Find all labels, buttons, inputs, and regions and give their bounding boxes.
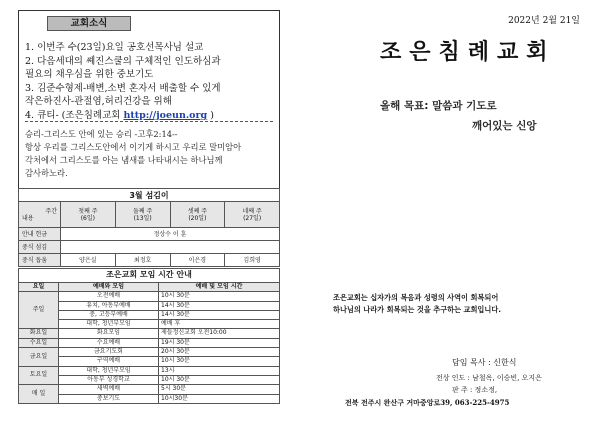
day-wednesday: 수요일 (19, 338, 59, 347)
meeting-time: 10시 30분 (159, 292, 280, 301)
meeting-time: 5시 30분 (159, 385, 280, 394)
news-item-4-label: 4. 큐티- (조은침례교회 (25, 110, 124, 121)
servers-table (18, 188, 280, 267)
table-cell: 최정호 (115, 254, 170, 267)
meeting-time: 13시 (159, 366, 280, 375)
news-item-4 (25, 107, 214, 121)
meeting-time: 20시 30분 (159, 348, 280, 357)
church-address: 전북 전주시 완산구 거마중앙로39, 063-225-4975 (345, 398, 510, 407)
news-item-3: 3. 김준수형제-배변,소변 혼자서 배출할 수 있게 (25, 83, 221, 94)
news-item-2: 2. 다음세대의 쎼진스쿨의 구체적인 인도하심과 (25, 56, 221, 67)
day-sunday: 주일 (19, 292, 59, 329)
table-cell: 이은경 (170, 254, 225, 267)
day-tuesday: 화요일 (19, 329, 59, 338)
day-friday: 금요일 (19, 348, 59, 367)
meeting-name: 대학, 청년부모임 (59, 320, 159, 329)
meeting-time: 10시30분 (159, 394, 280, 403)
corner-week-label: 주간 (45, 207, 57, 215)
verse-line-1: 승리-그리스도 안에 있는 승리 -고후2:14-- (25, 129, 178, 139)
table-corner (19, 202, 61, 228)
week-4-header: 네째 주 (27일) (225, 202, 280, 228)
meeting-name: 중보기도 (59, 394, 159, 403)
divider (25, 121, 273, 122)
meeting-name: 아동부 성경학교 (59, 375, 159, 384)
church-news-title: 교회소식 (47, 16, 131, 31)
servers-table-caption: 3월 섬김이 (19, 189, 280, 202)
mission-line-1: 조은교회는 십자가의 복음과 성령의 사역이 회복되어 (333, 293, 499, 302)
meeting-time: 10시 30분 (159, 357, 280, 366)
header-meeting: 예배와 모임 (59, 283, 159, 292)
table-cell: 양은실 (61, 254, 116, 267)
news-item-3-cont: 작은하진사-관절염,허리건강을 위해 (25, 96, 172, 107)
news-item-1: 1. 이번주 수(23일)요일 공호선목사님 설교 (25, 42, 204, 53)
row-label-lunch: 중식 섬김 (19, 241, 61, 254)
header-day: 요일 (19, 283, 59, 292)
meeting-name: 유치, 아동부예배 (59, 301, 159, 310)
meeting-time: 제들정신교회 오전10:00 (159, 329, 280, 338)
church-name: 조은침례교회 (380, 40, 556, 65)
meeting-time: 예배 후 (159, 320, 280, 329)
news-item-4-suffix: ) (207, 110, 214, 121)
offering-servers: 정상수 이 훈 (61, 228, 280, 241)
worship-leaders: 전상 인도 : 남철옥, 이승빈, 오지은 (436, 374, 542, 382)
meeting-name: 구역예배 (59, 357, 159, 366)
bulletin-date: 2022년 2월 21일 (508, 16, 580, 26)
table-cell: 김희영 (225, 254, 280, 267)
row-label-lunch-help: 중식 돕움 (19, 254, 61, 267)
week-1-header: 첫째 주 (6일) (61, 202, 116, 228)
meeting-name: 금요기도회 (59, 348, 159, 357)
verse-line-2: 항상 우리를 그리스도안에서 이기게 하시고 우리로 말미암아 (25, 142, 242, 152)
year-theme-line-1: 올해 목표: 말씀과 기도로 (380, 100, 497, 112)
meeting-name: 오전예배 (59, 292, 159, 301)
meeting-name: 수요예배 (59, 338, 159, 347)
header-time: 예배 및 모임 시간 (159, 283, 280, 292)
accompanist: 판 주 : 정소정, (452, 386, 498, 394)
website-link[interactable]: http://joeun.org (123, 110, 208, 121)
corner-content-label: 내용 (22, 214, 34, 222)
lunch-servers (61, 241, 280, 254)
meeting-time: 10시 30분 (159, 375, 280, 384)
meeting-name: 대학, 청년부모임 (59, 366, 159, 375)
meeting-name: 화요모임 (59, 329, 159, 338)
verse-line-4: 감사하노라. (25, 168, 68, 178)
church-news-box (18, 10, 280, 190)
pastor-name: 담임 목사 : 신한식 (452, 358, 517, 367)
year-theme-line-2: 깨어있는 신앙 (472, 120, 537, 132)
meeting-time: 19시 30분 (159, 338, 280, 347)
week-2-header: 둘째 주 (13일) (115, 202, 170, 228)
meeting-table-caption: 조은교회 모임 시간 안내 (19, 269, 280, 283)
news-item-2-cont: 필요의 채우심을 위한 중보기도 (25, 69, 154, 80)
week-3-header: 셋째 주 (20일) (170, 202, 225, 228)
row-label-offering: 안내 헌금 (19, 228, 61, 241)
meeting-name: 중, 고등부예배 (59, 310, 159, 319)
meeting-time: 14시 30분 (159, 310, 280, 319)
mission-line-2: 하나님의 나라가 회복되는 것을 추구하는 교회입니다. (333, 305, 501, 314)
verse-line-3: 각처에서 그리스도를 아는 냄새를 나타내시는 하나님께 (25, 155, 223, 165)
meeting-times-table (18, 268, 280, 404)
day-saturday: 토요일 (19, 366, 59, 385)
meeting-name: 새벽예배 (59, 385, 159, 394)
day-daily: 매 일 (19, 385, 59, 404)
meeting-time: 14시 30분 (159, 301, 280, 310)
